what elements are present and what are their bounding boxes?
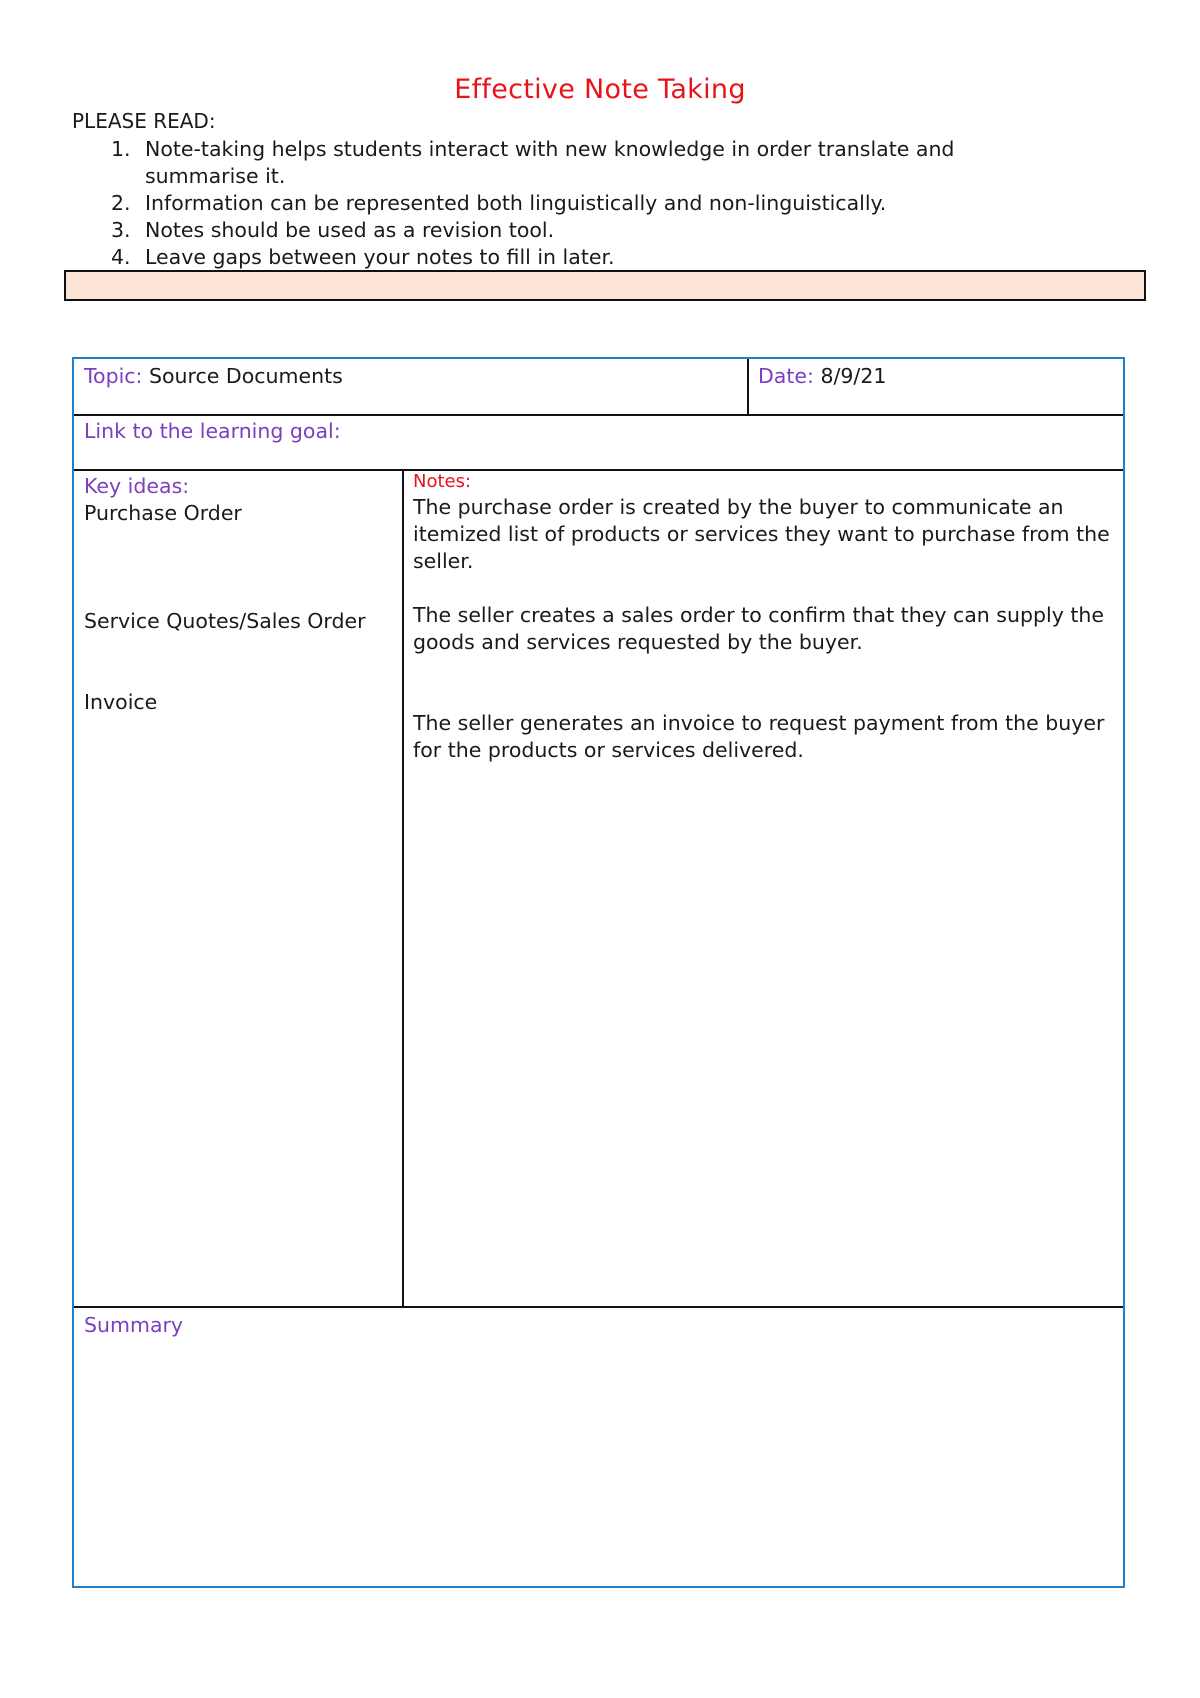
summary-cell[interactable] xyxy=(84,1312,1084,1339)
list-item xyxy=(72,136,1072,190)
note-paragraph: The seller creates a sales order to confirm that they can supply the goods and services requested by the buyer. xyxy=(413,603,1104,654)
list-item xyxy=(72,244,1072,271)
learning-goal-label: Link to the learning goal: xyxy=(84,419,341,443)
row-divider xyxy=(74,1306,1123,1308)
list-text: Information can be represented both linguistically and non-linguistically. xyxy=(145,191,887,215)
date-value: 8/9/21 xyxy=(820,364,887,388)
list-item xyxy=(72,190,1072,217)
list-number: 2. xyxy=(111,191,131,215)
highlight-bar xyxy=(64,270,1146,301)
list-text: Leave gaps between your notes to fill in later. xyxy=(145,245,615,269)
topic-value: Source Documents xyxy=(149,364,343,388)
row-divider xyxy=(74,414,1123,416)
learning-goal-cell[interactable] xyxy=(84,418,1084,445)
please-read-heading: PLEASE READ: xyxy=(72,109,216,133)
date-label: Date: xyxy=(758,364,814,388)
list-text: Note-taking helps students interact with new knowledge in order translate and summarise it. xyxy=(145,137,955,188)
key-ideas-label: Key ideas: xyxy=(84,474,190,498)
list-number: 3. xyxy=(111,218,131,242)
list-number: 4. xyxy=(111,245,131,269)
topic-label: Topic: xyxy=(84,364,143,388)
list-text: Notes should be used as a revision tool. xyxy=(145,218,555,242)
note-paragraph: The purchase order is created by the buyer to communicate an itemized list of products or services they want to purchase from the seller. xyxy=(413,495,1110,573)
notes-label: Notes: xyxy=(413,471,472,492)
key-idea: Purchase Order xyxy=(84,501,242,525)
summary-label: Summary xyxy=(84,1313,184,1337)
list-number: 1. xyxy=(111,137,131,161)
column-divider xyxy=(402,470,404,1307)
page-title: Effective Note Taking xyxy=(454,74,746,105)
column-divider xyxy=(747,359,749,415)
key-ideas-cell[interactable] xyxy=(84,473,399,716)
note-paragraph: The seller generates an invoice to request payment from the buyer for the products or services delivered. xyxy=(413,711,1105,762)
list-item xyxy=(72,217,1072,244)
topic-cell[interactable] xyxy=(84,363,744,390)
key-idea: Invoice xyxy=(84,690,158,714)
date-cell[interactable] xyxy=(758,363,1108,390)
notes-cell[interactable] xyxy=(413,470,1118,764)
key-idea: Service Quotes/Sales Order xyxy=(84,609,366,633)
notes-table xyxy=(72,357,1125,1588)
instruction-list xyxy=(72,136,1072,271)
